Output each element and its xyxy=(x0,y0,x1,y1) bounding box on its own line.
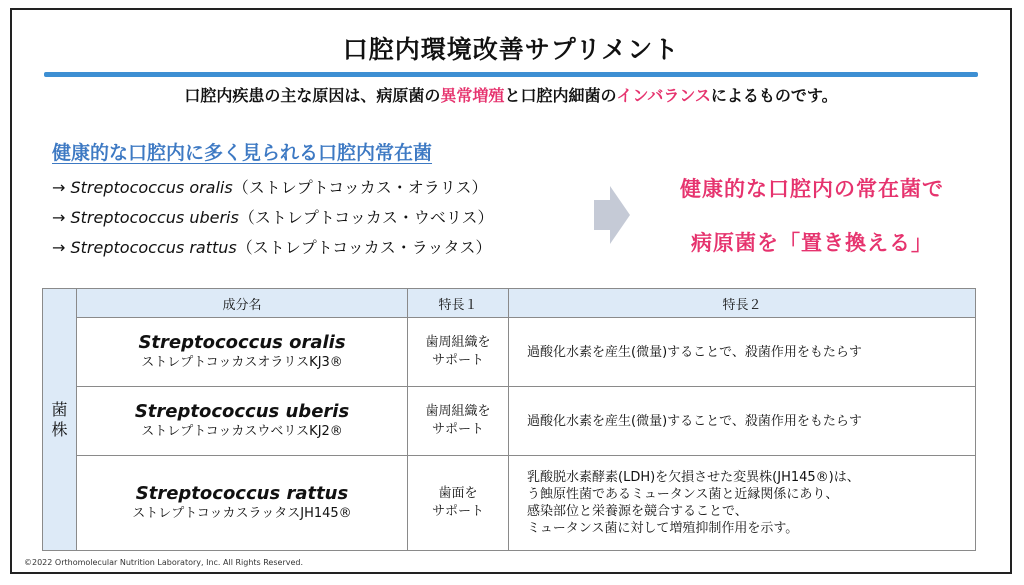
feature-1-line: サポート xyxy=(431,353,484,368)
feature-2-cell xyxy=(509,456,976,551)
page-title: 口腔内環境改善サプリメント xyxy=(342,35,680,64)
feature-2-line: 過酸化水素を産生(微量)することで、殺菌作用をもたらす xyxy=(527,344,862,360)
flora-item-rattus xyxy=(52,233,494,263)
subtitle-highlight-abnormal-growth: 異常増殖 xyxy=(440,86,505,105)
feature-1-line: 歯周組織を xyxy=(425,335,491,350)
feature-1-cell xyxy=(408,456,509,551)
ingredient-latin-name: Streptococcus rattus xyxy=(135,483,349,504)
feature-1-line: 歯周組織を xyxy=(425,404,491,419)
ingredient-latin-name: Streptococcus oralis xyxy=(138,332,346,353)
header-ingredient-name: 成分名 xyxy=(77,289,408,318)
feature-2-cell xyxy=(509,387,976,456)
resident-flora-list xyxy=(52,173,494,263)
feature-2-line: 乳酸脱水素酵素(LDH)を欠損させた変異株(JH145®)は、 xyxy=(527,470,860,485)
table-row xyxy=(43,318,976,387)
feature-1-cell xyxy=(408,387,509,456)
flora-item-oralis xyxy=(52,173,494,203)
category-char-2: 株 xyxy=(51,419,68,439)
feature-2-cell xyxy=(509,318,976,387)
flora-latin-name: Streptococcus oralis xyxy=(70,178,233,197)
flora-latin-name: Streptococcus uberis xyxy=(70,208,239,227)
subtitle-part2: と口腔内細菌の xyxy=(504,86,617,105)
table-header-row xyxy=(43,289,976,318)
ingredient-kana-name: ストレプトコッカスオラリスKJ3® xyxy=(141,355,343,370)
flora-arrow: → xyxy=(52,238,66,257)
subtitle-part1: 口腔内疾患の主な原因は、病原菌の xyxy=(184,86,441,105)
slide xyxy=(10,8,1012,574)
flora-kana-name: （ストレプトコッカス・ラッタス） xyxy=(236,238,492,257)
flora-latin-name: Streptococcus rattus xyxy=(70,238,237,257)
flora-arrow: → xyxy=(52,208,66,227)
table-row xyxy=(43,387,976,456)
category-cell xyxy=(43,289,77,551)
ingredient-name-cell xyxy=(77,456,408,551)
feature-2-line: ミュータンス菌に対して増殖抑制作用を示す。 xyxy=(527,521,799,536)
copyright-notice: ©2022 Orthomolecular Nutrition Laboratory, Inc. All Rights Reserved. xyxy=(24,558,304,567)
feature-1-line: サポート xyxy=(431,504,484,519)
title-underline-rule xyxy=(44,72,978,77)
category-char-1: 菌 xyxy=(51,399,68,419)
header-feature-1: 特長１ xyxy=(408,289,509,318)
ingredient-kana-name: ストレプトコッカスラッタスJH145® xyxy=(132,506,352,521)
feature-1-cell xyxy=(408,318,509,387)
subtitle-highlight-imbalance: インバランス xyxy=(616,86,711,105)
feature-2-line: 感染部位と栄養源を競合することで、 xyxy=(527,504,748,519)
subtitle-part3: によるものです。 xyxy=(710,86,838,105)
ingredient-latin-name: Streptococcus uberis xyxy=(134,401,350,422)
flora-kana-name: （ストレプトコッカス・オラリス） xyxy=(232,178,488,197)
flora-kana-name: （ストレプトコッカス・ウベリス） xyxy=(238,208,494,227)
claim-line-1: 健康的な口腔内の常在菌で xyxy=(680,177,944,201)
ingredient-kana-name: ストレプトコッカスウベリスKJ2® xyxy=(141,424,343,439)
flora-item-uberis xyxy=(52,203,494,233)
ingredient-table xyxy=(42,288,976,551)
flora-arrow: → xyxy=(52,178,66,197)
header-feature-2: 特長２ xyxy=(509,289,976,318)
feature-2-line: う蝕原性菌であるミュータンス菌と近縁関係にあり、 xyxy=(527,487,839,502)
feature-2-line: 過酸化水素を産生(微量)することで、殺菌作用をもたらす xyxy=(527,413,862,429)
feature-1-line: サポート xyxy=(431,422,484,437)
right-arrow-icon xyxy=(594,186,630,244)
table-row xyxy=(43,456,976,551)
feature-1-line: 歯面を xyxy=(438,486,478,501)
ingredient-name-cell xyxy=(77,387,408,456)
resident-flora-heading: 健康的な口腔内に多く見られる口腔内常在菌 xyxy=(52,142,433,164)
claim-line-2: 病原菌を「置き換える」 xyxy=(691,231,933,255)
ingredient-name-cell xyxy=(77,318,408,387)
subtitle xyxy=(12,83,1010,106)
